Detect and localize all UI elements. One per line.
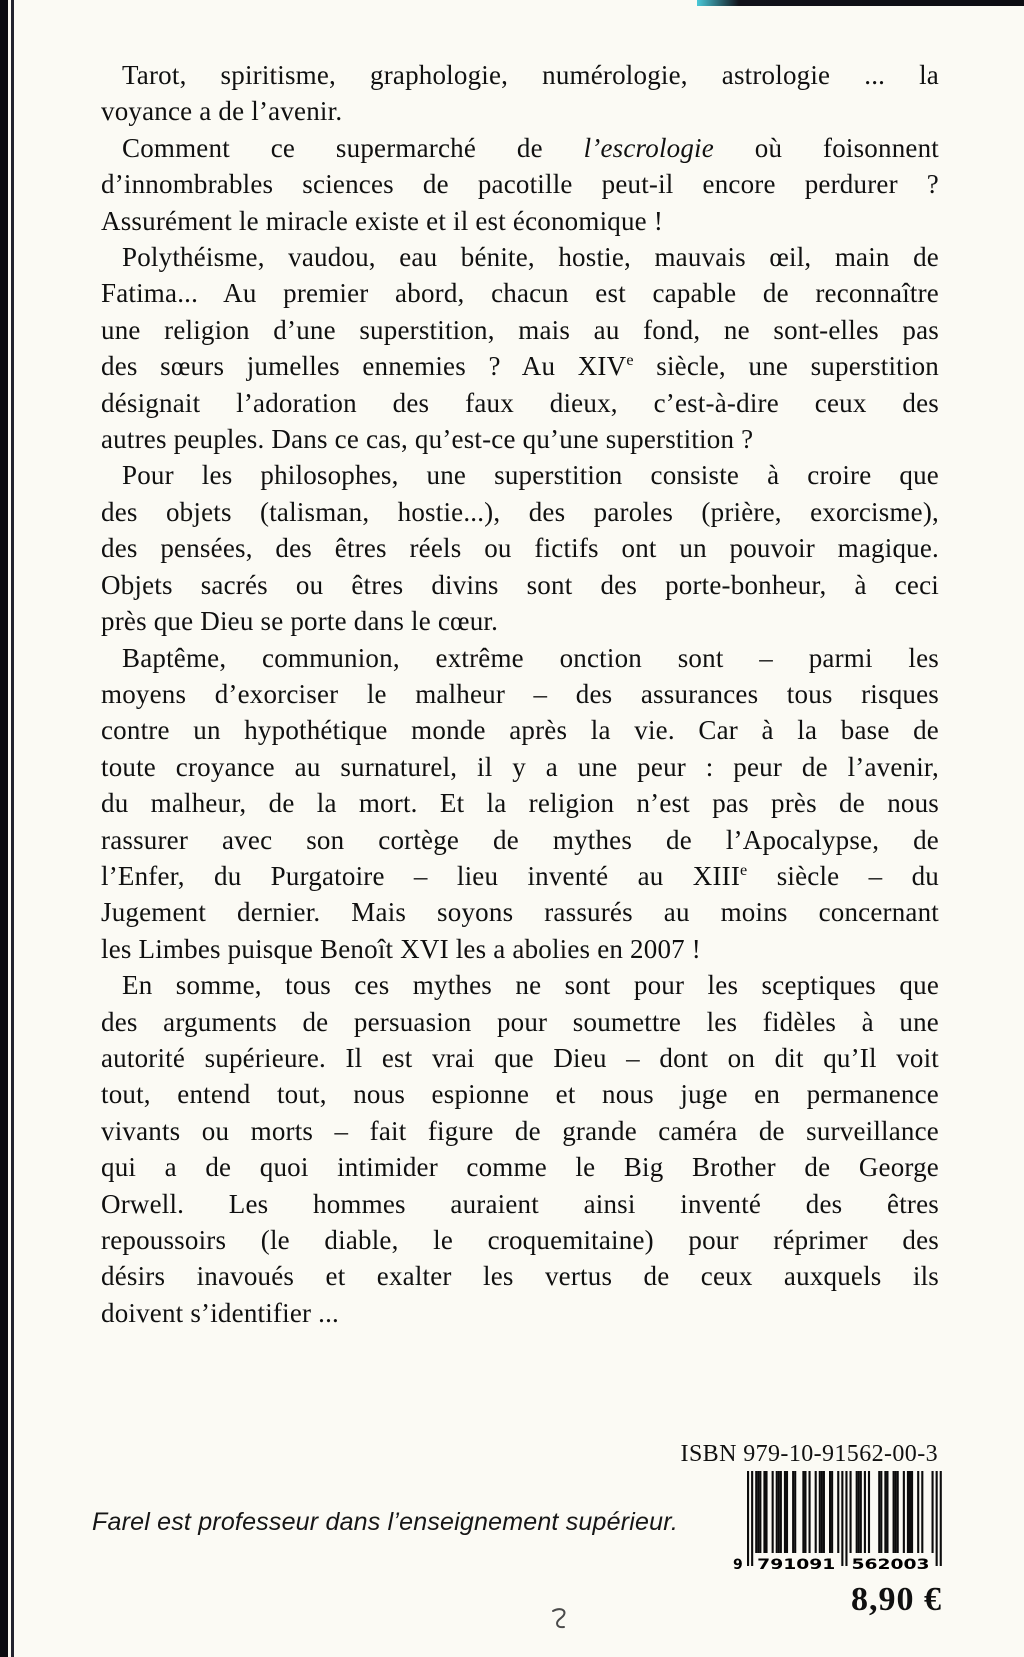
blurb-line: Orwell. Les hommes auraient ainsi inventé des êtres xyxy=(101,1188,939,1219)
blurb-line: vivants ou morts – fait figure de grande caméra de surveillance xyxy=(101,1115,939,1146)
blurb-line: contre un hypothétique monde après la vie. Car à la base de xyxy=(101,715,939,746)
blurb-line: voyance a de l’avenir. xyxy=(101,96,343,127)
blurb-line: Baptême, communion, extrême onction sont – parmi les xyxy=(122,642,939,673)
blurb-line: des arguments de persuasion pour soumettre les fidèles à une xyxy=(101,1006,939,1037)
blurb-line: repoussoirs (le diable, le croquemitaine) pour réprimer des xyxy=(101,1225,939,1255)
blurb-line: l’Enfer, du Purgatoire – lieu inventé au XIIIe siècle – du xyxy=(101,860,939,891)
blurb-line: tout, entend tout, nous espionne et nous juge en permanence xyxy=(101,1079,939,1110)
blurb-line: des pensées, des êtres réels ou fictifs ont un pouvoir magique. xyxy=(101,533,939,564)
svg-text:791091: 791091 xyxy=(757,1557,836,1573)
blurb-line: Jugement dernier. Mais soyons rassurés au moins concernant xyxy=(101,897,939,928)
blurb-line: En somme, tous ces mythes ne sont pour les sceptiques que xyxy=(122,970,939,1001)
blurb-line: moyens d’exorciser le malheur – des assurances tous risques xyxy=(101,678,939,709)
blurb-line: désirs inavoués et exalter les vertus de ceux auxquels ils xyxy=(101,1261,939,1292)
blurb-line: les Limbes puisque Benoît XVI les a abolies en 2007 ! xyxy=(101,933,701,964)
svg-text:9: 9 xyxy=(733,1557,743,1573)
blurb-line: Pour les philosophes, une superstition consiste à croire que xyxy=(122,460,939,491)
blurb-line: toute croyance au surnaturel, il y a une peur : peur de l’avenir, xyxy=(101,751,939,782)
blurb-line: qui a de quoi intimider comme le Big Brother de George xyxy=(101,1152,939,1183)
blurb-line: autres peuples. Dans ce cas, qu’est-ce qu’une superstition ? xyxy=(101,424,754,455)
spine-edge-bar xyxy=(0,0,8,1657)
author-note: Farel est professeur dans l’enseignement supérieur. xyxy=(92,1508,678,1536)
blurb-line: du malheur, de la mort. Et la religion n’est pas près de nous xyxy=(101,788,939,819)
blurb-line: Objets sacrés ou êtres divins sont des porte-bonheur, à ceci xyxy=(101,569,939,600)
blurb-line: rassurer avec son cortège de mythes de l’Apocalypse, de xyxy=(101,824,939,855)
ean13-barcode xyxy=(733,1471,945,1573)
blurb-line: doivent s’identifier ... xyxy=(101,1297,339,1328)
blurb-line: Polythéisme, vaudou, eau bénite, hostie, mauvais œil, main de xyxy=(122,242,939,273)
blurb-line: autorité supérieure. Il est vrai que Dieu – dont on dit qu’Il voit xyxy=(101,1042,939,1073)
blurb-line: d’innombrables sciences de pacotille peut-il encore perdurer ? xyxy=(101,169,939,200)
blurb-line: des objets (talisman, hostie...), des paroles (prière, exorcisme), xyxy=(101,496,939,527)
blurb-line: désignait l’adoration des faux dieux, c’est-à-dire ceux des xyxy=(101,387,939,418)
svg-text:562003: 562003 xyxy=(851,1557,930,1573)
blurb-text xyxy=(101,57,939,1331)
scan-artifact-top-strip xyxy=(697,0,1024,6)
blurb-line: Assurément le miracle existe et il est économique ! xyxy=(101,205,664,236)
blurb-line: des sœurs jumelles ennemies ? Au XIVe siècle, une superstition xyxy=(101,351,939,382)
blurb-line: Tarot, spiritisme, graphologie, numérologie, astrologie ... la xyxy=(122,60,939,90)
spine-edge-line xyxy=(11,0,14,1657)
price-text: 8,90 € xyxy=(851,1581,942,1618)
blurb-line: près que Dieu se porte dans le cœur. xyxy=(101,606,499,637)
blurb-line: une religion d’une superstition, mais au fond, ne sont-elles pas xyxy=(101,314,939,345)
blurb-line: Comment ce supermarché de l’escrologie où foisonnent xyxy=(122,132,939,163)
pen-squiggle-mark xyxy=(548,1606,574,1640)
blurb-line: Fatima... Au premier abord, chacun est capable de reconnaître xyxy=(101,278,939,309)
isbn-text: ISBN 979-10-91562-00-3 xyxy=(680,1441,938,1467)
